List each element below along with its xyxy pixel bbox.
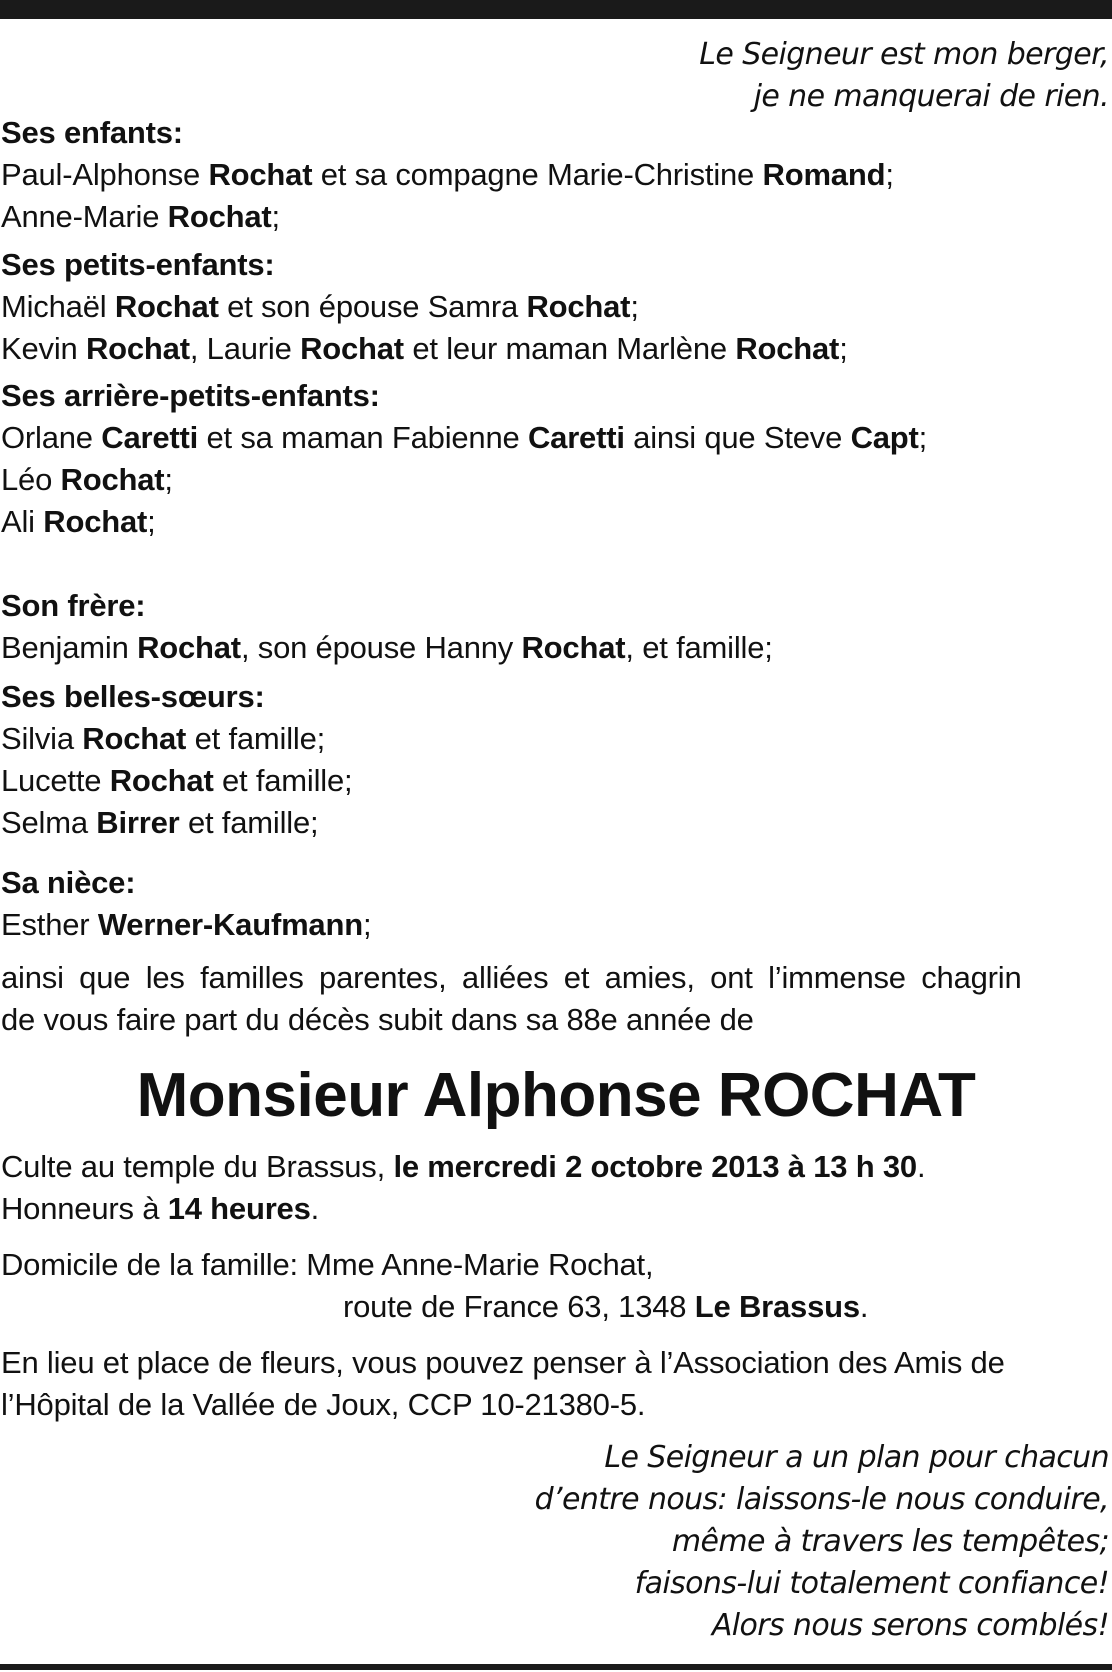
service-info — [1, 1146, 1109, 1230]
verse-line: Alors nous serons comblés! — [711, 1608, 1109, 1643]
closing-verse — [535, 1437, 1109, 1647]
verse-line: d’entre nous: laissons-le nous conduire, — [534, 1482, 1109, 1517]
verse-line: je ne manquerai de rien. — [753, 79, 1109, 114]
deceased-name: Monsieur Alphonse ROCHAT — [136, 1061, 976, 1130]
section-heading: Ses enfants: — [1, 115, 183, 150]
section-grandchildren — [1, 244, 1109, 370]
family-line: Léo Rochat; — [1, 462, 173, 497]
verse-line: Le Seigneur est mon berger, — [699, 37, 1109, 72]
section-heading: Sa nièce: — [1, 865, 136, 900]
section-niece — [1, 862, 1109, 946]
donation-line: l’Hôpital de la Vallée de Joux, CCP 10-21380-5. — [1, 1387, 646, 1422]
verse-line: Le Seigneur a un plan pour chacun — [604, 1440, 1109, 1475]
bottom-border-rule — [0, 1664, 1112, 1670]
family-line: Silvia Rochat et famille; — [1, 721, 326, 756]
service-line: Culte au temple du Brassus, le mercredi 2 octobre 2013 à 13 h 30. — [1, 1149, 926, 1184]
family-line: Lucette Rochat et famille; — [1, 763, 353, 798]
family-line: Kevin Rochat, Laurie Rochat et leur maman Marlène Rochat; — [1, 331, 848, 366]
announcement-line: ainsi que les familles parentes, alliées et amies, ont l’immense chagrin — [1, 960, 1022, 995]
verse-line: même à travers les tempêtes; — [671, 1524, 1109, 1559]
section-sisters-in-law — [1, 676, 1109, 844]
section-brother — [1, 585, 1109, 669]
family-line: Esther Werner-Kaufmann; — [1, 907, 372, 942]
domicile-line: Domicile de la famille: Mme Anne-Marie Rochat, — [1, 1247, 654, 1282]
family-line: Michaël Rochat et son épouse Samra Rochat; — [1, 289, 639, 324]
section-heading: Ses arrière-petits-enfants: — [1, 378, 380, 413]
family-line: Selma Birrer et famille; — [1, 805, 319, 840]
domicile-address: route de France 63, 1348 Le Brassus. — [343, 1289, 869, 1324]
service-line: Honneurs à 14 heures. — [1, 1191, 320, 1226]
section-great-grandchildren — [1, 375, 1109, 543]
section-heading: Ses belles-sœurs: — [1, 679, 265, 714]
section-heading: Ses petits-enfants: — [1, 247, 275, 282]
donation-line: En lieu et place de fleurs, vous pouvez penser à l’Association des Amis de — [1, 1345, 1005, 1380]
family-line: Benjamin Rochat, son épouse Hanny Rochat, et famille; — [1, 630, 773, 665]
top-border-rule — [0, 0, 1112, 19]
opening-verse — [699, 34, 1109, 118]
announcement-paragraph — [1, 957, 1109, 1041]
section-heading: Son frère: — [1, 588, 146, 623]
donation-info — [1, 1342, 1109, 1426]
family-domicile — [1, 1244, 1109, 1328]
announcement-line: de vous faire part du décès subit dans sa 88e année de — [1, 1002, 754, 1037]
family-line: Ali Rochat; — [1, 504, 156, 539]
section-children — [1, 112, 1109, 238]
family-line: Anne-Marie Rochat; — [1, 199, 280, 234]
verse-line: faisons-lui totalement confiance! — [634, 1566, 1109, 1601]
family-line: Paul-Alphonse Rochat et sa compagne Marie-Christine Romand; — [1, 157, 894, 192]
family-line: Orlane Caretti et sa maman Fabienne Caretti ainsi que Steve Capt; — [1, 420, 928, 455]
